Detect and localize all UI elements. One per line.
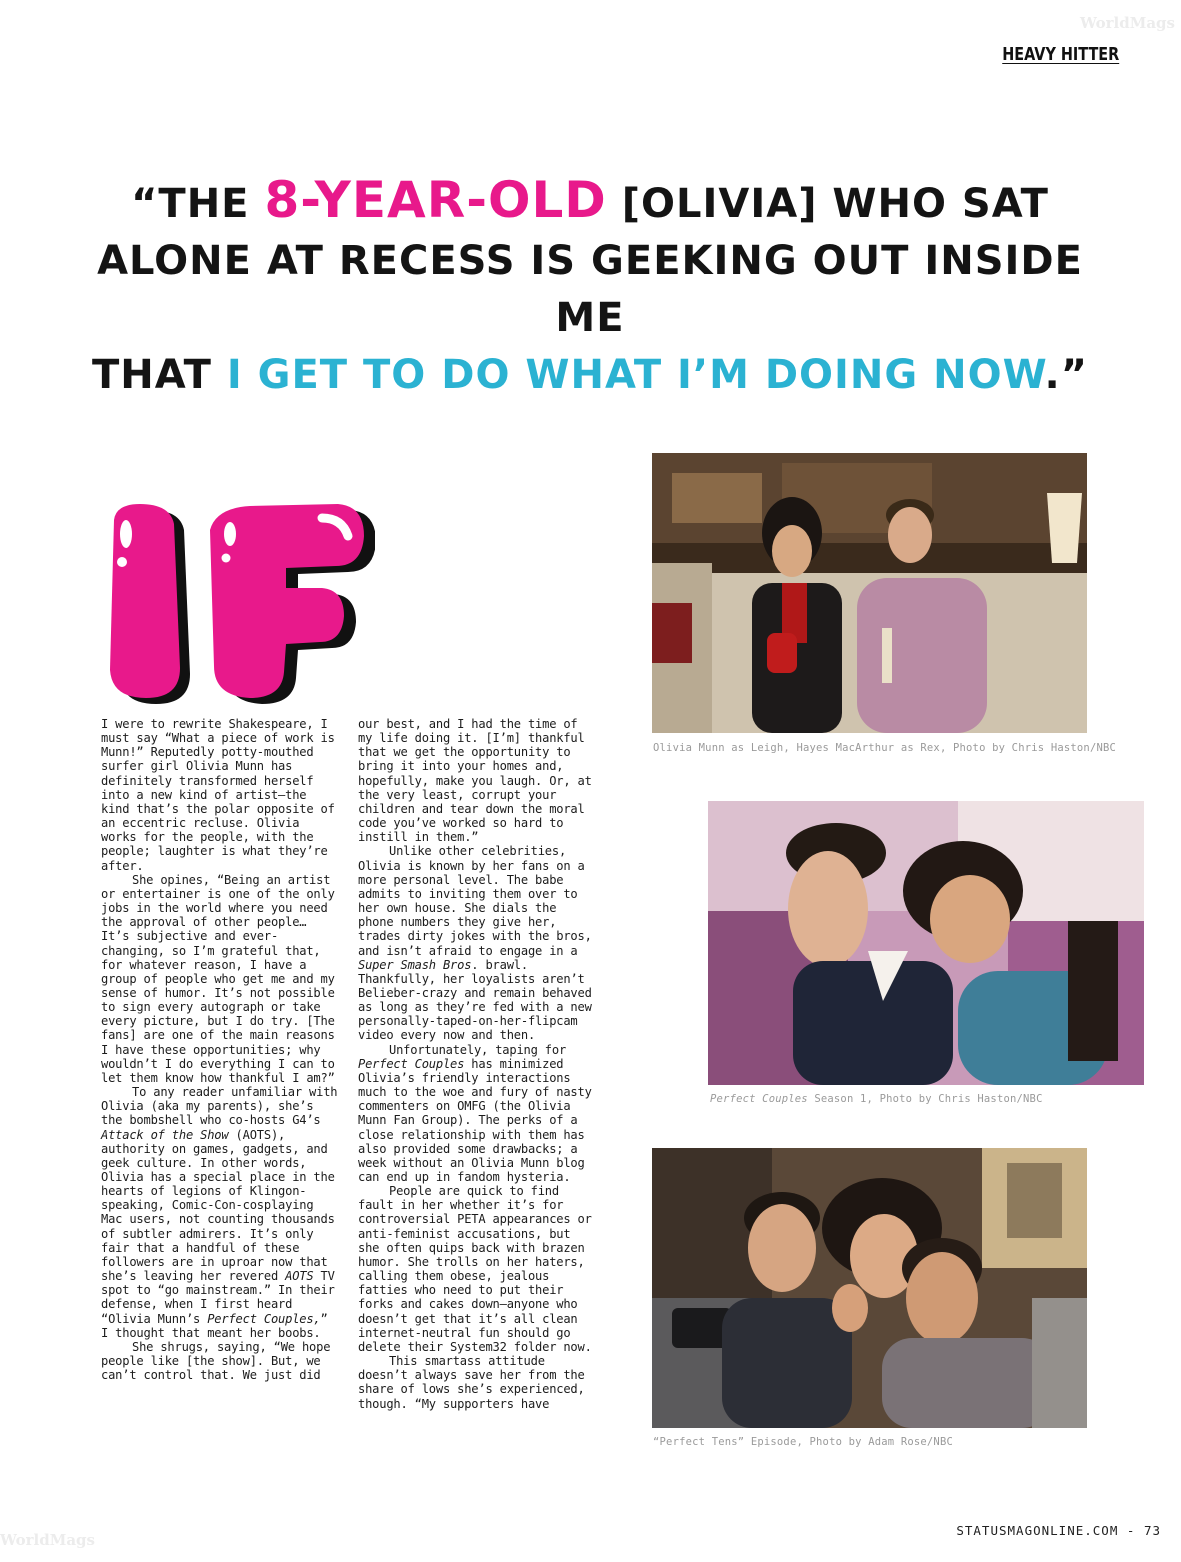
paragraph: To any reader unfamiliar with Olivia (aka my parents), she’s the bombshell who co-hosts G4’s Attack of the Show (AOTS), authority on games, gadgets, and geek culture. In other words, Olivia has a special place in the hearts of legions of Klingon-speaking, Comic-Con-cosplaying Mac users, not counting thousands of subtler admirers. It’s only fair that a handful of these followers are in uproar now that she’s leaving her revered AOTS TV spot to “go mainstream.” In their defense, when I first heard “Olivia Munn’s Perfect Couples,” I thought that meant her boobs. [101, 1085, 338, 1340]
paragraph: Unfortunately, taping for Perfect Couples has minimized Olivia’s friendly interactions much to the woe and fury of nasty commenters on OMFG (the Olivia Munn Fan Group). The perks of a close relationship with them has also provided some drawbacks; a week without an Olivia Munn blog can end up in fandom hysteria. [358, 1042, 592, 1184]
pull-quote-line-3 [90, 347, 1090, 404]
photo-caption-1: Olivia Munn as Leigh, Hayes MacArthur as Rex, Photo by Chris Haston/NBC [653, 742, 1117, 754]
footer-site: STATUSMAGONLINE.COM [956, 1523, 1119, 1538]
quote-line1-rest: [OLIVIA] WHO SAT [606, 181, 1049, 227]
footer-separator: - [1118, 1523, 1144, 1538]
page-footer [956, 1523, 1161, 1538]
pull-quote-line-1 [90, 172, 1090, 233]
quote-highlight-blue: I GET TO DO WHAT I’M DOING NOW [226, 352, 1045, 398]
quote-open: “THE [131, 181, 265, 227]
photo-caption-3: “Perfect Tens” Episode, Photo by Adam Rose/NBC [653, 1436, 953, 1448]
paragraph: I were to rewrite Shakespeare, I must say “What a piece of work is Munn!” Reputedly potty-mouthed surfer girl Olivia Munn has definitely transformed herself into a new kind of artist—the kind that’s the polar opposite of an eccentric recluse. Olivia works for the people, with the people; laughter is what they’re after. [101, 717, 335, 873]
photo-caption-2: Perfect Couples Season 1, Photo by Chris Haston/NBC [710, 1093, 1043, 1105]
paragraph: She opines, “Being an artist or entertainer is one of the only jobs in the world where you need the approval of other people… It’s subjective and ever-changing, so I’m grateful that, for whatever reason, I have a group of people who get me and my sense of humor. It’s not possible to sign every autograph or take every picture, but I do try. [The fans] are one of the main reasons I have these opportunities; why wouldn’t I do everything I can to let them know how thankful I am?” [101, 872, 335, 1085]
page-number: 73 [1143, 1523, 1161, 1538]
pull-quote-line-2: ALONE AT RECESS IS GEEKING OUT INSIDE ME [97, 238, 1083, 341]
watermark-top: WorldMags [1080, 14, 1175, 32]
section-label: HEAVY HITTER [1002, 44, 1119, 65]
photo-bed-scene [708, 801, 1144, 1085]
watermark-bottom: WorldMags [0, 1531, 95, 1549]
paragraph: This smartass attitude doesn’t always save her from the share of lows she’s experienced, though. “My supporters have [358, 1354, 585, 1411]
quote-highlight-pink: 8-YEAR-OLD [264, 171, 607, 229]
photo-couch-scene [652, 453, 1087, 733]
quote-close: .” [1044, 352, 1088, 398]
paragraph: Unlike other celebrities, Olivia is known by her fans on a more personal level. The babe admits to inviting them over to her own house. She dials the phone numbers they give her, trades dirty jokes with the bros, and isn’t afraid to engage in a Super Smash Bros. brawl. Thankfully, her loyalists aren’t Belieber-crazy and remain behaved as long as they’re fed with a new personally-taped-on-her-flipcam video every now and then. [358, 844, 592, 1043]
drop-cap-if [90, 490, 375, 710]
photo-camera-scene [652, 1148, 1087, 1428]
article-column-1 [101, 717, 339, 1382]
quote-line3-start: THAT [92, 352, 227, 398]
pull-quote [90, 172, 1090, 404]
paragraph: our best, and I had the time of my life doing it. [I’m] thankful that we get the opportunity to bring it into your homes and, hopefully, make you laugh. Or, at the very least, corrupt your children and tear down the moral code you’ve worked so hard to instill in them.” [358, 717, 592, 845]
article-column-2 [358, 717, 596, 1411]
paragraph: She shrugs, saying, “We hope people like [the show]. But, we can’t control that. We just did [101, 1339, 331, 1383]
paragraph: People are quick to find fault in her whether it’s for controversial PETA appearances or anti-feminist accusations, but she often quips back with brazen humor. She trolls on her haters, calling them obese, jealous fatties who need to put their forks and cakes down—anyone who doesn’t get that it’s all clean internet-neutral fun should go delete their System32 folder now. [358, 1184, 592, 1354]
